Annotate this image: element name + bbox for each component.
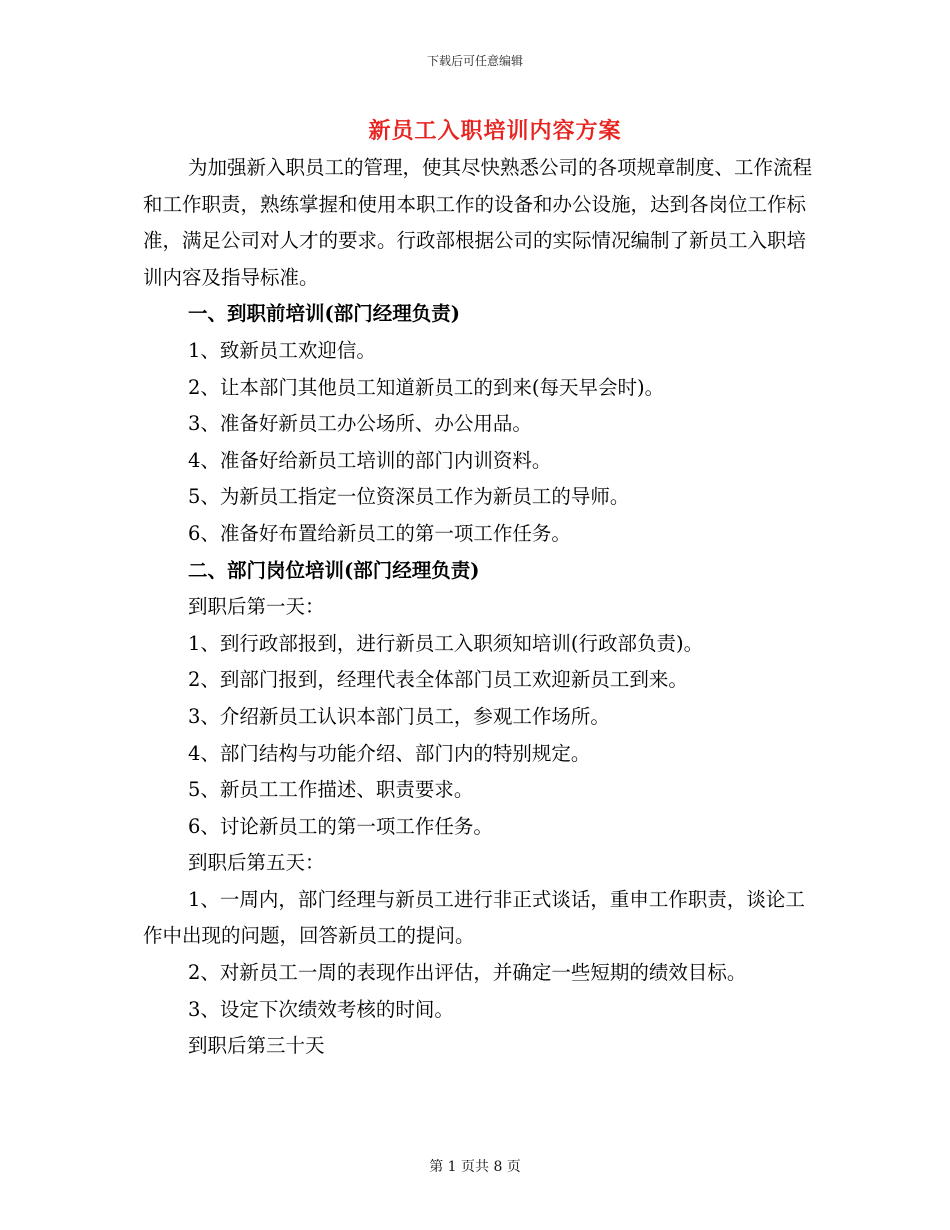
list-item: 2、让本部门其他员工知道新员工的到来(每天早会时)。 (188, 375, 665, 399)
list-item: 4、部门结构与功能介绍、部门内的特别规定。 (188, 741, 591, 765)
list-item: 1、致新员工欢迎信。 (188, 338, 376, 362)
list-item: 5、为新员工指定一位资深员工作为新员工的导师。 (188, 485, 630, 509)
list-item: 4、准备好给新员工培训的部门内训资料。 (188, 448, 552, 472)
document-title: 新员工入职培训内容方案 (368, 118, 622, 144)
list-item: 6、准备好布置给新员工的第一项工作任务。 (188, 521, 571, 545)
list-item: 2、到部门报到，经理代表全体部门员工欢迎新员工到来。 (188, 668, 688, 692)
list-item: 1、一周内，部门经理与新员工进行非正式谈话，重申工作职责，谈论工作中出现的问题，回答新员工的提问。 (143, 887, 805, 948)
list-item: 3、介绍新员工认识本部门员工，参观工作场所。 (188, 704, 610, 728)
list-item: 3、设定下次绩效考核的时间。 (188, 997, 454, 1021)
list-item: 5、新员工工作描述、职责要求。 (188, 778, 474, 802)
list-item: 2、对新员工一周的表现作出评估，并确定一些短期的绩效目标。 (188, 961, 747, 985)
document-body (143, 150, 813, 1065)
intro-paragraph: 为加强新入职员工的管理，使其尽快熟悉公司的各项规章制度、工作流程和工作职责，熟练掌握和使用本职工作的设备和办公设施，达到各岗位工作标准，满足公司对人才的要求。行政部根据公司的实际情况编制了新员工入职培训内容及指导标准。 (143, 156, 813, 289)
day-5-label: 到职后第五天： (188, 851, 325, 875)
list-item: 6、讨论新员工的第一项工作任务。 (188, 814, 493, 838)
list-item: 3、准备好新员工办公场所、办公用品。 (188, 412, 532, 436)
header-note: 下载后可任意编辑 (426, 54, 523, 68)
section-1-heading: 一、到职前培训(部门经理负责) (188, 302, 460, 326)
day-30-label: 到职后第三十天 (188, 1034, 325, 1058)
list-item: 1、到行政部报到，进行新员工入职须知培训(行政部负责)。 (188, 631, 704, 655)
day-1-label: 到职后第一天： (188, 595, 325, 619)
section-2-heading: 二、部门岗位培训(部门经理负责) (188, 558, 480, 582)
page-footer: 第 1 页共 8 页 (429, 1159, 521, 1175)
